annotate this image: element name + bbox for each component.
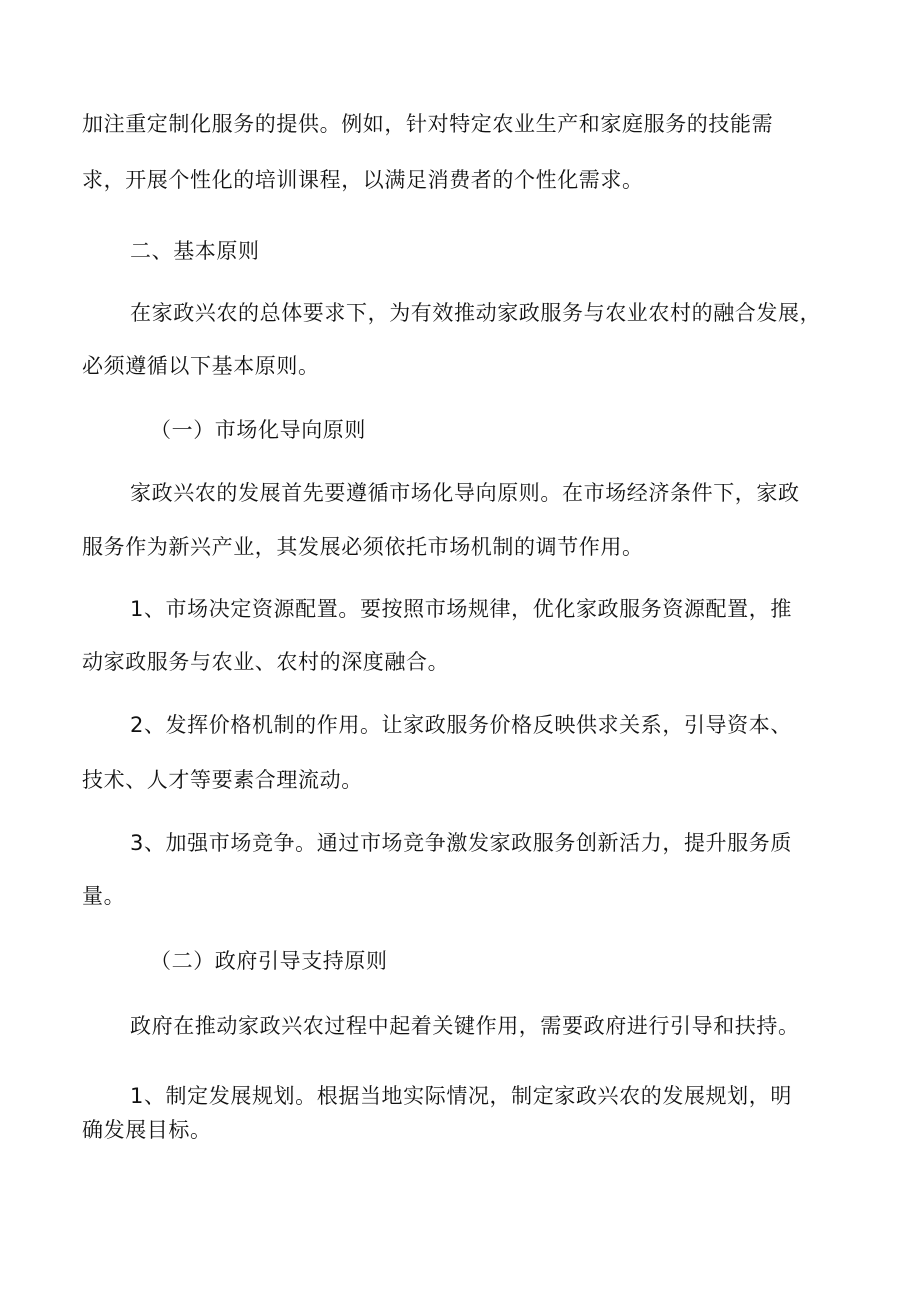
list-item-line: 1、市场决定资源配置。要按照市场规律，优化家政服务资源配置，推 — [130, 597, 792, 621]
paragraph-line: 求，开展个性化的培训课程，以满足消费者的个性化需求。 — [82, 168, 644, 192]
list-item-line: 3、加强市场竞争。通过市场竞争激发家政服务创新活力，提升服务质 — [130, 831, 792, 855]
paragraph-line: 在家政兴农的总体要求下，为有效推动家政服务与农业农村的融合发展， — [130, 301, 822, 325]
list-item-line: 动家政服务与农业、农村的深度融合。 — [82, 650, 450, 674]
paragraph-line: 服务作为新兴产业，其发展必须依托市场机制的调节作用。 — [82, 535, 644, 559]
paragraph-line: 加注重定制化服务的提供。例如，针对特定农业生产和家庭服务的技能需 — [82, 112, 774, 136]
list-item-line: 1、制定发展规划。根据当地实际情况，制定家政兴农的发展规划，明 — [130, 1084, 792, 1108]
paragraph-line: 家政兴农的发展首先要遵循市场化导向原则。在市场经济条件下，家政 — [130, 481, 800, 505]
list-item-line: 量。 — [82, 884, 126, 908]
list-item-line: 确发展目标。 — [82, 1118, 212, 1142]
paragraph-line: 政府在推动家政兴农过程中起着关键作用，需要政府进行引导和扶持。 — [130, 1014, 800, 1038]
paragraph-line: 必须遵循以下基本原则。 — [82, 354, 320, 378]
subsection-heading: （二）政府引导支持原则 — [150, 949, 388, 973]
subsection-heading: （一）市场化导向原则 — [150, 418, 366, 442]
section-heading: 二、基本原则 — [130, 239, 260, 263]
list-item-line: 2、发挥价格机制的作用。让家政服务价格反映供求关系，引导资本、 — [130, 713, 792, 737]
list-item-line: 技术、人才等要素合理流动。 — [82, 768, 363, 792]
